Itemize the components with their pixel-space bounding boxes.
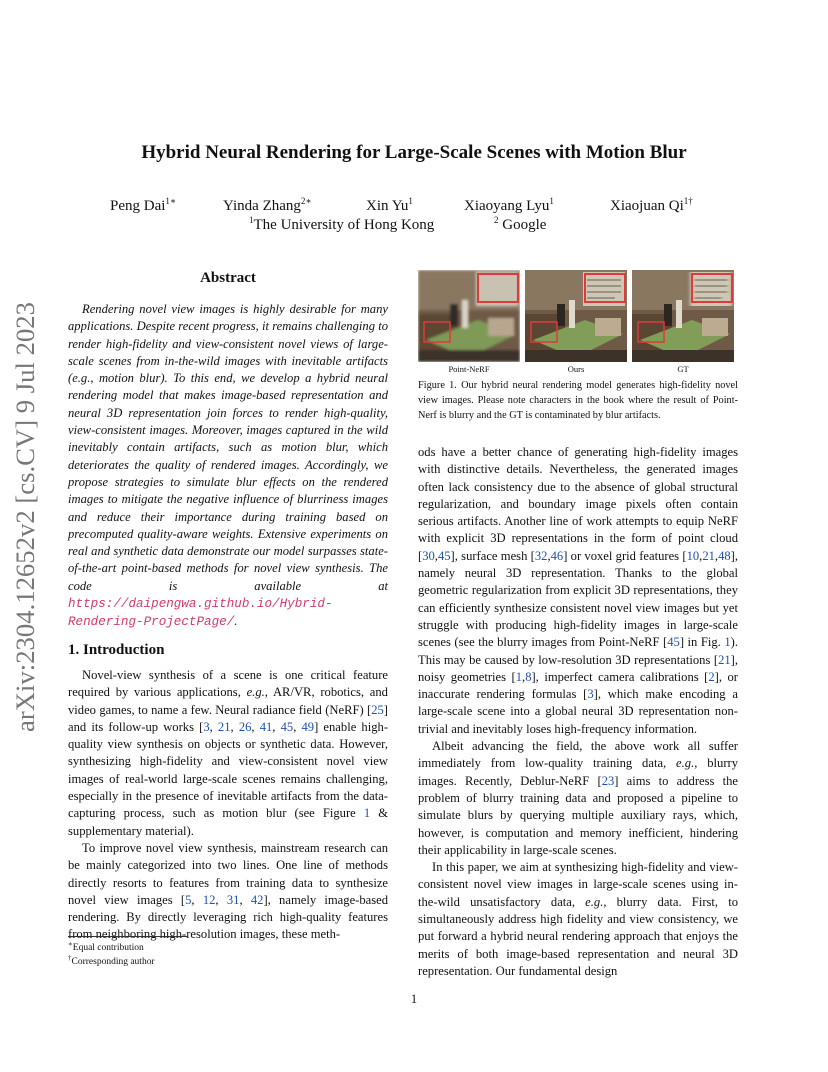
- emphasis: e.g.: [585, 894, 604, 909]
- arxiv-identifier: arXiv:2304.12652v2 [cs.CV] 9 Jul 2023: [11, 313, 40, 732]
- citation-link[interactable]: 31: [226, 892, 240, 907]
- citation-link[interactable]: 3: [203, 719, 210, 734]
- figure-panel-gt: [632, 270, 734, 362]
- footnote-equal-contribution: ∗Equal contribution: [68, 940, 144, 954]
- arxiv-sidebar: [4, 300, 44, 740]
- citation-link[interactable]: 5: [185, 892, 192, 907]
- citation-link[interactable]: 45: [437, 548, 451, 563]
- affiliation-google: $^2$ Google: [494, 215, 547, 233]
- figure-label-point-nerf: Point-NeRF: [448, 364, 490, 374]
- footnote-corresponding-author: †Corresponding author: [68, 954, 155, 968]
- figure-panel-ours: [525, 270, 627, 362]
- emphasis: e.g.: [246, 685, 265, 700]
- abstract-body: Rendering novel view images is highly desirable for many applications. Despite recent progress, it remains challenging to render high-fidelity and view-consistent novel views of large-scale scenes from in-the-wild images with inevitable artifacts (e.g., motion blur). To this end, we develop a hybrid neural rendering model that makes image-based representation and neural 3D representation join forces to render high-quality, view-consistent images. Moreover, images captured in the wild inevitably contain artifacts, such as motion blur, which deteriorates the quality of rendered images. Accordingly, we propose strategies to simulate blur effects on the rendered images to mitigate the negative influence of blurriness images and reduce their importance during training based on precomputed quality-aware weights. Extensive experiments on real and synthetic data demonstrate our model surpasses state-of-the-art point-based methods for novel view synthesis. The code is available at https://daipengwa.github.io/Hybrid-Rendering-ProjectPage/.: [68, 302, 388, 630]
- citation-link[interactable]: 1: [363, 806, 371, 821]
- citation-link[interactable]: 1: [515, 669, 523, 684]
- citation-link[interactable]: 21: [718, 652, 731, 667]
- citation-link[interactable]: 45: [280, 719, 294, 734]
- citation-link[interactable]: 23: [601, 773, 615, 788]
- citation-link[interactable]: 30: [422, 548, 435, 563]
- right-column-body: [418, 444, 738, 980]
- citation-link[interactable]: 21: [217, 719, 231, 734]
- right-paragraph-1: ods have a better chance of generating high-fidelity images with distinctive details. Nevertheless, the generated images often lack consistency due to the absence of global structural regularization, and boundary image pixels often contain serious artifacts. Another line of work attempts to equip NeRF with explicit 3D representations in the form of point cloud [30,45], surface mesh [32,46] or voxel grid features [10,21,48], namely neural 3D representation. Thanks to the global geometric regularization from explicit 3D representations, they can efficiently synthesize consistent novel view images but yet struggle with producing high-fidelity images in large-scale scenes (see the blurry images from Point-NeRF [45] in Fig. 1). This may be caused by low-resolution 3D representations [21], noisy geometries [1,8], imperfect camera calibrations [2], or inaccurate rendering formulas [3], which make encoding a large-scale scene into a global neural 3D representation non-trivial and inevitably loses high-frequency information.: [418, 445, 738, 736]
- citation-link[interactable]: 42: [250, 892, 264, 907]
- figure-label-gt: GT: [677, 364, 689, 374]
- author-peng-dai: Peng Dai$^{1∗}$: [110, 196, 177, 214]
- citation-link[interactable]: 8: [525, 669, 532, 684]
- figure-1-caption: Figure 1. Our hybrid neural rendering model generates high-fidelity novel view images. Please note characters in the book where the result of Point-Nerf is blurry and the GT is contaminated by blur artifacts.: [418, 380, 738, 421]
- abstract-heading: Abstract: [200, 270, 256, 286]
- author-xiaojuan-qi: Xiaojuan $Qi^{1\dagger}$: [610, 196, 693, 214]
- citation-link[interactable]: 2: [708, 669, 715, 684]
- figure-panel-point-nerf: [418, 270, 520, 362]
- author-yinda-zhang: Yinda Zhang$^{2∗}$: [223, 196, 312, 214]
- citation-link[interactable]: 48: [718, 548, 731, 563]
- page-number: 1: [410, 992, 418, 1006]
- introduction-body: [68, 667, 388, 944]
- citation-link[interactable]: 49: [301, 719, 315, 734]
- paper-title: Hybrid Neural Rendering for Large-Scale Scenes with Motion Blur: [141, 142, 687, 163]
- citation-link[interactable]: 26: [238, 719, 252, 734]
- citation-link[interactable]: 21: [702, 548, 715, 563]
- author-xiaoyang-lyu: Xiaoyang Lyu$^1$: [464, 196, 554, 214]
- author-xin-yu: Xin Yu$^1$: [366, 196, 413, 214]
- citation-link[interactable]: 25: [371, 702, 384, 717]
- affiliation-hku: $^1$The University of Hong Kong: [249, 215, 435, 233]
- citation-link[interactable]: 3: [587, 687, 594, 702]
- project-page-link[interactable]: https://daipengwa.github.io/Hybrid-Rendering-ProjectPage/: [68, 597, 333, 630]
- right-paragraph-2: Albeit advancing the field, the above work all suffer immediately from low-quality training data, e.g., blurry images. Recently, Deblur-NeRF [23] aims to address the problem of blurry training data and proposed a pipeline to simulate blurs by querying multiple auxiliary rays, which, however, is computation and memory inefficient, hindering their applicability in large-scale scenes.: [418, 739, 739, 857]
- citation-link[interactable]: 10: [686, 548, 700, 563]
- citation-link[interactable]: 1: [724, 635, 731, 650]
- citation-link[interactable]: 46: [550, 548, 564, 563]
- footnote-divider: [68, 936, 188, 937]
- citation-link[interactable]: 32: [534, 548, 548, 563]
- figure-1: [418, 270, 738, 362]
- citation-link[interactable]: 12: [202, 892, 216, 907]
- intro-paragraph-1: Novel-view synthesis of a scene is one critical feature required by various applications, e.g., AR/VR, robotics, and video games, to name a few. Neural radiance field (NeRF) [25] and its follow-up works [3, 21, 26, 41, 45, 49] enable high-quality view synthesis on objects or synthetic data. However, synthesizing high-fidelity and view-consistent novel view images of real-world large-scale scenes remains challenging, especially in the presence of inevitable artifacts from the data-capturing process, such as motion blur (see Figure 1 & supplementary material).: [68, 668, 389, 838]
- right-paragraph-3: In this paper, we aim at synthesizing high-fidelity and view-consistent novel view images in large-scale scenes using in-the-wild unsatisfactory data, e.g., blurry data. First, to simultaneously address high fidelity and view consistency, we put forward a hybrid neural rendering approach that enjoys the merits of both image-based representation and neural 3D representation. Our fundamental design: [418, 860, 738, 978]
- emphasis: e.g.: [676, 756, 695, 771]
- citation-link[interactable]: 45: [667, 635, 680, 650]
- section-heading-introduction: 1. Introduction: [68, 642, 165, 658]
- figure-label-ours: Ours: [567, 364, 585, 374]
- citation-link[interactable]: 41: [259, 719, 273, 734]
- intro-paragraph-2: To improve novel view synthesis, mainstream research can be mainly categorized into two lines. One line of methods directly resorts to features from training data to synthesize novel view images [5, 12, 31, 42], namely image-based rendering. By directly leveraging rich high-quality features from neighboring high-resolution images, these meth-: [68, 840, 389, 942]
